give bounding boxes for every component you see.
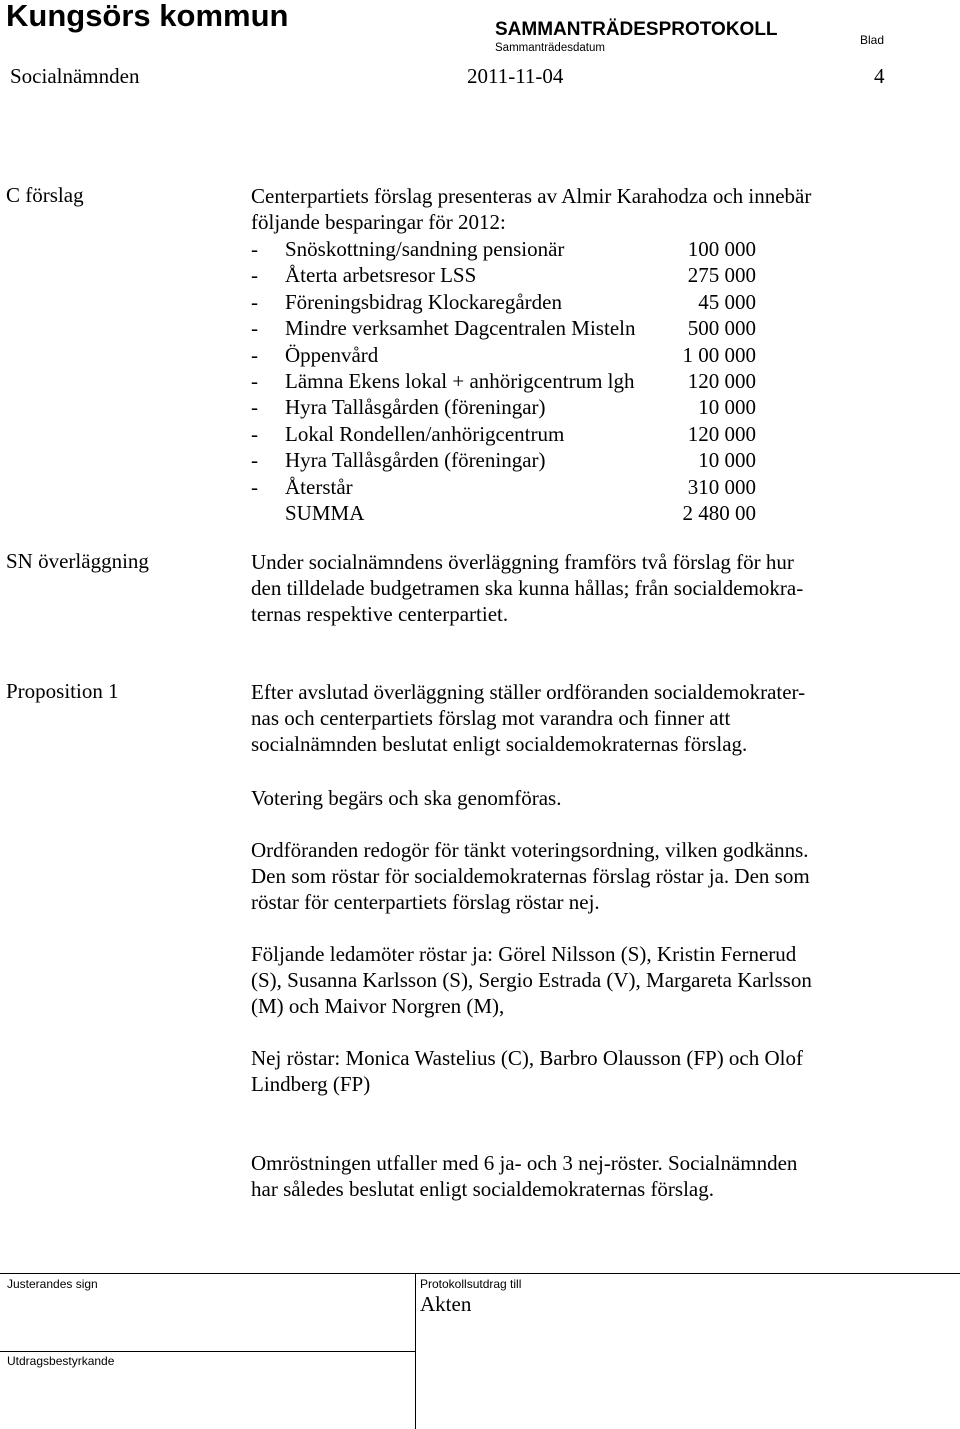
paragraph-line: Lindberg (FP) [251, 1072, 371, 1097]
paragraph-line: Under socialnämndens överläggning framförs två förslag för hur [251, 550, 794, 574]
utdragsbestyrkande-label: Utdragsbestyrkande [7, 1354, 115, 1368]
savings-row-item: Snöskottning/sandning pensionär [285, 237, 565, 261]
paragraph-line: den tilldelade budgetramen ska kunna hållas; från socialdemokra- [251, 576, 804, 601]
paragraph-line: socialnämnden beslutat enligt socialdemokraternas förslag. [251, 732, 748, 757]
committee-name: Socialnämnden [10, 64, 140, 88]
savings-row-amount: 100 000 [687, 237, 756, 261]
paragraph-line: Efter avslutad överläggning ställer ordföranden socialdemokrater- [251, 680, 806, 704]
savings-row-dash: - [251, 237, 258, 261]
paragraph-line: nas och centerpartiets förslag mot varandra och finner att [251, 706, 731, 731]
savings-row [251, 500, 761, 526]
proposition-paragraph-5 [251, 1045, 803, 1097]
signature-box-middle-line [0, 1351, 416, 1352]
savings-row [251, 368, 761, 394]
savings-row-item: Återta arbetsresor LSS [285, 263, 477, 288]
savings-list [251, 236, 761, 526]
sn-deliberation-text [251, 549, 803, 628]
section-label-proposition: Proposition 1 [6, 679, 119, 703]
savings-row-item: Mindre verksamhet Dagcentralen Misteln [285, 316, 636, 341]
paragraph-line: (M) och Maivor Norgren (M), [251, 994, 505, 1019]
savings-row-dash: - [251, 263, 258, 288]
savings-row-amount: 275 000 [687, 263, 756, 288]
page-label: Blad [860, 33, 885, 47]
savings-row-amount: 45 000 [698, 289, 756, 314]
paragraph-line: Centerpartiets förslag presenteras av Almir Karahodza och innebär [251, 184, 812, 208]
savings-row [251, 447, 761, 473]
savings-row-dash: - [251, 395, 258, 420]
protokollsutdrag-value: Akten [420, 1292, 472, 1316]
savings-row-dash: - [251, 474, 258, 499]
savings-row-dash: - [251, 421, 258, 446]
paragraph-line: Följande ledamöter röstar ja: Görel Nilsson (S), Kristin Fernerud [251, 942, 797, 966]
section-label-c-proposal: C förslag [6, 183, 84, 207]
paragraph-line: ternas respektive centerpartiet. [251, 602, 509, 627]
savings-row-dash: - [251, 448, 258, 473]
savings-row-amount: 1 00 000 [682, 342, 756, 367]
savings-row-item: SUMMA [285, 500, 365, 525]
savings-row-dash: - [251, 289, 258, 314]
municipality-name: Kungsörs kommun [6, 0, 289, 33]
savings-row [251, 394, 761, 420]
document-type: SAMMANTRÄDESPROTOKOLL [495, 19, 778, 40]
savings-row-item: Öppenvård [285, 342, 379, 367]
paragraph-line: Den som röstar för socialdemokraternas förslag röstar ja. Den som [251, 864, 810, 889]
savings-row [251, 421, 761, 447]
savings-row-item: Återstår [285, 474, 353, 499]
signature-box-top-line [0, 1273, 960, 1274]
savings-row-item: Lämna Ekens lokal + anhörigcentrum lgh [285, 368, 635, 393]
meeting-date-label: Sammanträdesdatum [495, 42, 605, 54]
savings-row-item: Lokal Rondellen/anhörigcentrum [285, 421, 565, 446]
signature-box-divider [415, 1273, 416, 1429]
savings-row-amount: 10 000 [698, 448, 756, 473]
savings-row [251, 315, 761, 341]
paragraph-line: följande besparingar för 2012: [251, 210, 506, 235]
savings-row-dash: - [251, 342, 258, 367]
c-proposal-intro [251, 183, 811, 235]
savings-row-dash: - [251, 368, 258, 393]
savings-row-amount: 10 000 [698, 395, 756, 420]
paragraph-line: Votering begärs och ska genomföras. [251, 786, 562, 810]
savings-row [251, 262, 761, 288]
savings-row [251, 474, 761, 500]
justerandes-sign-label: Justerandes sign [7, 1277, 98, 1291]
savings-row [251, 342, 761, 368]
paragraph-line: har således beslutat enligt socialdemokraternas förslag. [251, 1177, 715, 1202]
paragraph-line: Nej röstar: Monica Wastelius (C), Barbro Olausson (FP) och Olof [251, 1046, 803, 1070]
meeting-date: 2011-11-04 [467, 64, 564, 88]
savings-row-item: Hyra Tallåsgården (föreningar) [285, 448, 546, 473]
savings-row-item: Hyra Tallåsgården (föreningar) [285, 395, 546, 420]
savings-row-dash: - [251, 316, 258, 341]
paragraph-line: (S), Susanna Karlsson (S), Sergio Estrada (V), Margareta Karlsson [251, 968, 812, 993]
proposition-paragraph-1 [251, 679, 805, 758]
protokollsutdrag-label: Protokollsutdrag till [420, 1277, 522, 1291]
proposition-paragraph-4 [251, 941, 812, 1020]
savings-row-amount: 310 000 [687, 474, 756, 499]
savings-row-amount: 120 000 [687, 421, 756, 446]
paragraph-line: Omröstningen utfaller med 6 ja- och 3 nej-röster. Socialnämnden [251, 1151, 798, 1175]
savings-row [251, 236, 761, 262]
proposition-paragraph-6 [251, 1150, 797, 1202]
section-label-sn-deliberation: SN överläggning [6, 549, 149, 573]
paragraph-line: röstar för centerpartiets förslag röstar nej. [251, 890, 600, 915]
paragraph-line: Ordföranden redogör för tänkt voteringsordning, vilken godkänns. [251, 838, 809, 862]
proposition-paragraph-2 [251, 785, 561, 811]
savings-row [251, 289, 761, 315]
savings-row-amount: 500 000 [687, 316, 756, 341]
savings-row-item: Föreningsbidrag Klockaregården [285, 289, 562, 314]
savings-row-amount: 2 480 00 [682, 500, 756, 525]
proposition-paragraph-3 [251, 837, 810, 916]
page-number: 4 [874, 64, 885, 88]
savings-row-amount: 120 000 [687, 368, 756, 393]
